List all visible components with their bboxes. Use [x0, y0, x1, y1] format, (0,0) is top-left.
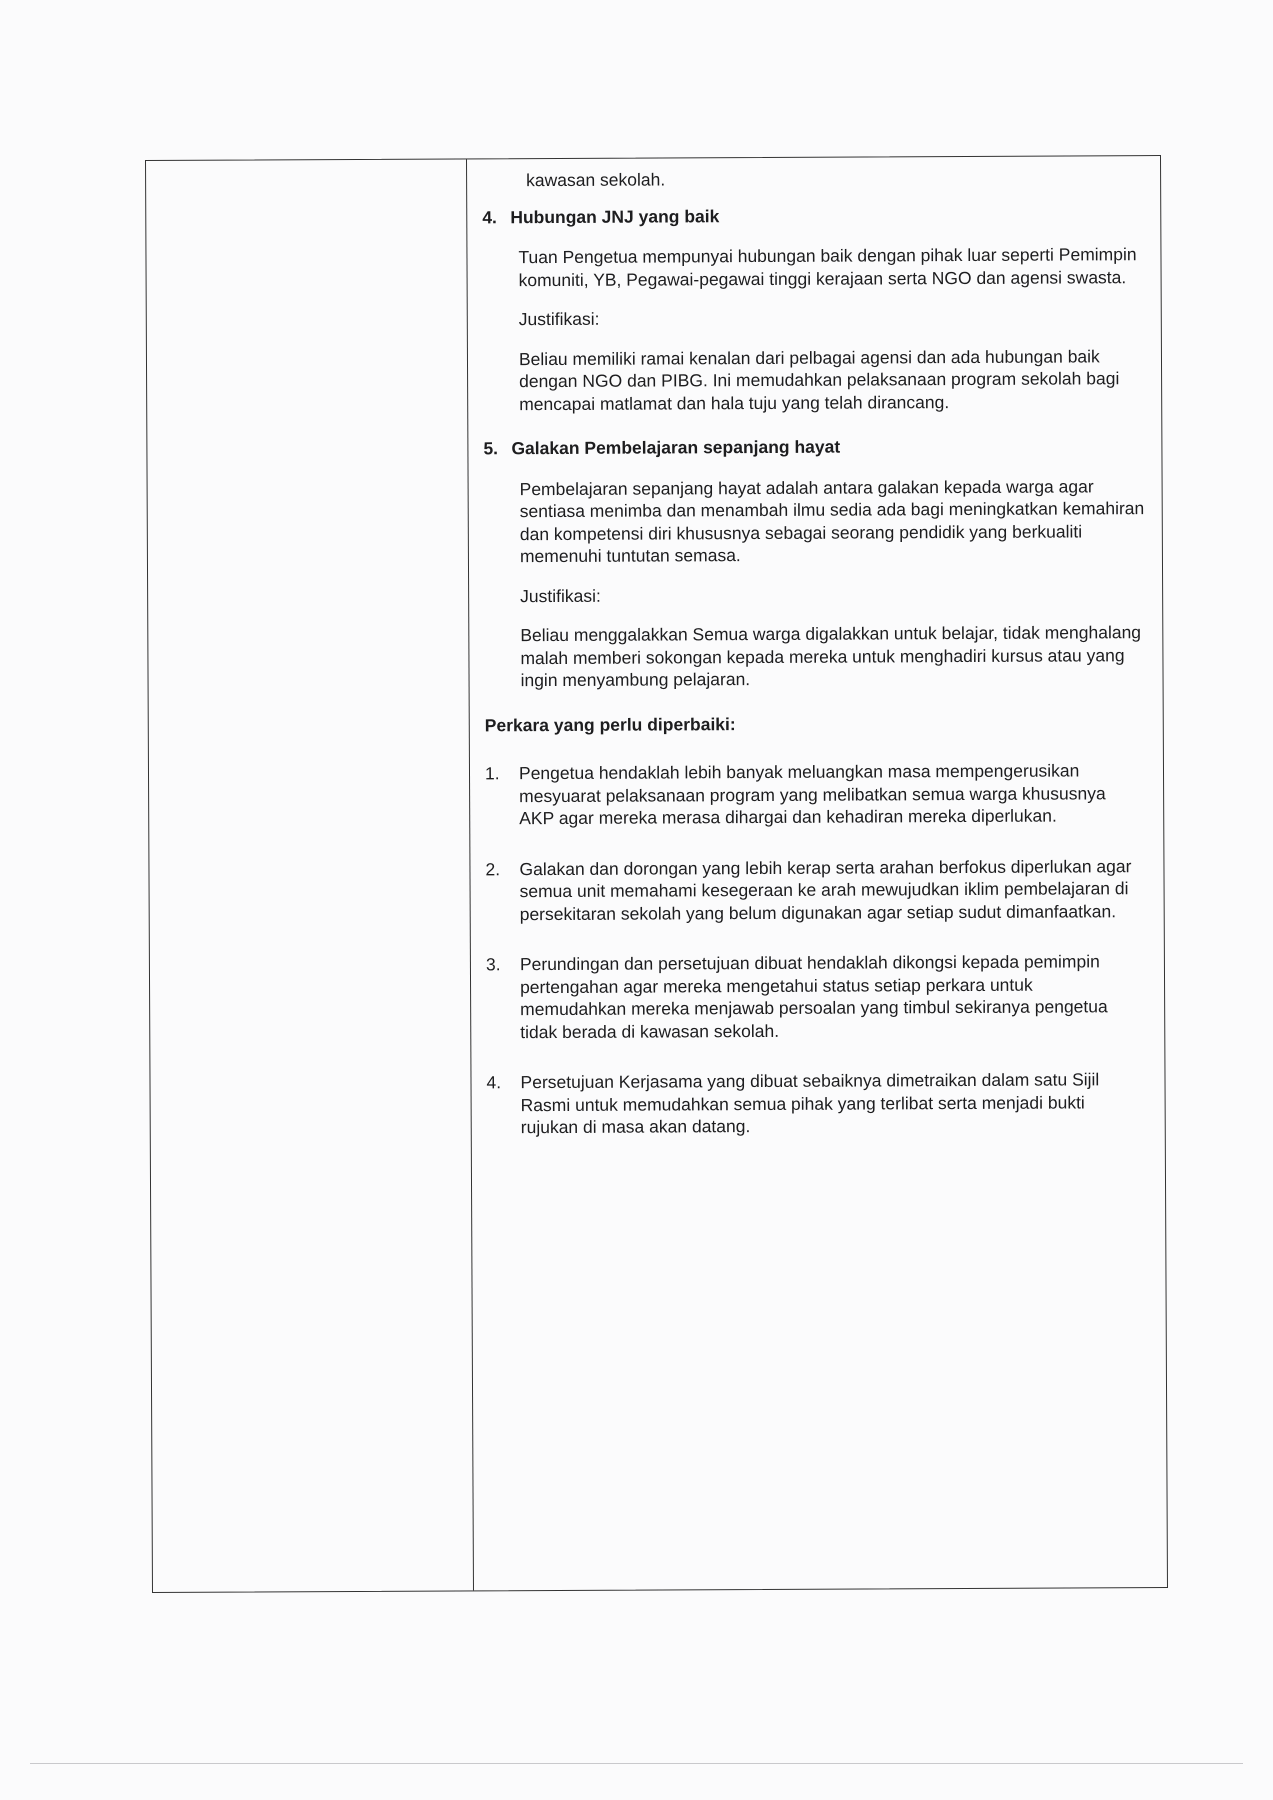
- improvement-number: 1.: [484, 763, 500, 784]
- improvement-number: 2.: [485, 858, 501, 879]
- right-column-content: [468, 156, 1167, 1590]
- improvement-text: Persetujuan Kerjasama yang dibuat sebaiknya dimetraikan dalam satu Sijil Rasmi untuk memudahkan semua pihak yang terlibat serta menjadi bukti rujukan di masa akan datang.: [520, 1069, 1100, 1138]
- section-description: Tuan Pengetua mempunyai hubungan baik dengan pihak luar seperti Pemimpin komuniti, YB, Pegawai-pegawai tinggi kerajaan serta NGO dan agensi swasta.: [518, 244, 1137, 290]
- improvement-item: [486, 950, 1150, 1043]
- justification-text: Beliau memiliki ramai kenalan dari pelbagai agensi dan ada hubungan baik dengan NGO dan PIBG. Ini memudahkan pelaksanaan program sekolah bagi mencapai matlamat dan hala tuju yang telah dirancang.: [518, 345, 1120, 414]
- improvement-text: Galakan dan dorongan yang lebih kerap serta arahan berfokus diperlukan agar semua unit memahami kesegeraan ke arah mewujudkan iklim pembelajaran di persekitaran sekolah yang belum digunakan agar setiap sudut dimanfaatkan.: [519, 855, 1132, 924]
- improvement-item: [485, 855, 1149, 926]
- scan-edge-line: [30, 1763, 1243, 1764]
- justification-text: Beliau menggalakkan Semua warga digalakkan untuk belajar, tidak menghalang malah memberi sokongan kepada mereka untuk menghadiri kursus atau yang ingin menyambung pelajaran.: [520, 622, 1142, 691]
- section-title: Hubungan JNJ yang baik: [510, 205, 720, 227]
- justification-label: Justifikasi:: [520, 585, 601, 606]
- section-number: 5.: [483, 438, 499, 459]
- continuation-text: kawasan sekolah.: [526, 169, 666, 191]
- section-heading: [483, 434, 1147, 460]
- document-table: [145, 155, 1168, 1593]
- section-number: 4.: [482, 206, 497, 227]
- improvement-item: [485, 759, 1149, 830]
- improvement-text: Pengetua hendaklah lebih banyak meluangkan masa mempengerusikan mesyuarat pelaksanaan program yang melibatkan semua warga khususnya AKP agar mereka merasa dihargai dan kehadiran mereka diperlukan.: [518, 760, 1106, 829]
- improvement-text: Perundingan dan persetujuan dibuat hendaklah dikongsi kepada pemimpin pertengahan agar mereka mengetahui status setiap perkara untuk memudahkan mereka menjawab persoalan yang timbul sekiranya pengetua tidak berada di kawasan sekolah.: [519, 951, 1108, 1042]
- left-column-empty: [146, 159, 474, 1592]
- improvements-heading: Perkara yang perlu diperbaiki:: [484, 713, 736, 735]
- improvement-item: [486, 1068, 1150, 1139]
- section-description: Pembelajaran sepanjang hayat adalah antara galakan kepada warga agar sentiasa menimba dan menambah ilmu sedia ada bagi meningkatkan kemahiran dan kompetensi diri khususnya sebagai seorang pendidik yang berkualiti memenuhi tuntutan semasa.: [519, 475, 1145, 567]
- section-title: Galakan Pembelajaran sepanjang hayat: [511, 436, 841, 459]
- improvement-number: 4.: [486, 1072, 502, 1093]
- justification-label: Justifikasi:: [518, 308, 600, 330]
- improvement-number: 3.: [485, 954, 501, 975]
- section-heading: [482, 203, 1146, 229]
